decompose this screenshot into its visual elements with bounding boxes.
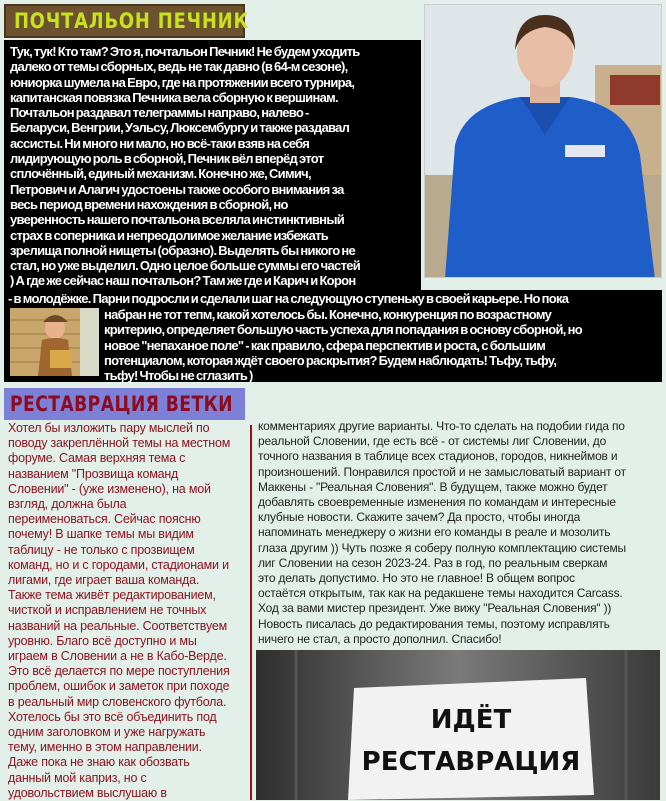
text-line: произношений. Понравился простой и не замысловатый вариант от: [258, 464, 626, 479]
text-line: Маккены - "Реальная Словения". В будущем, также можно будет: [258, 479, 608, 494]
text-line: добавлять своевременные изменения по командам и интересные: [258, 495, 616, 510]
text-line: потенциалом, которая ждёт своего раскрытия? Будем наблюдать! Тьфу, тьфу,: [104, 352, 557, 368]
text-line: Даже пока не знаю как обозвать: [8, 755, 190, 770]
sign-text-line1: ИДЁТ: [430, 705, 512, 735]
text-line: реальной Словении, где есть всё - от системы лиг Словении, до: [258, 434, 607, 449]
text-line: остаётся открытым, так как на редакшене темы находится Carcass.: [258, 586, 623, 601]
text-line: лиг Словении на сезон 2023-24. Раз в год, по реальным сверкам: [258, 555, 608, 570]
text-line: Петрович и Алагич удостоены также особого внимания за: [10, 181, 344, 197]
text-line: весь период времени нахождения в сборной, но: [10, 196, 288, 212]
text-line: ) А где же сейчас наш почтальон? Там же где и Карич и Корон: [10, 273, 356, 289]
text-line: лидирующую роль в сборной, Печник вёл вперёд этот: [10, 151, 324, 167]
text-line: играем в Словении а не в Кабо-Верде.: [8, 649, 227, 664]
text-line: Хотел бы изложить пару мыслей по: [8, 421, 210, 435]
text-line: Ход за вами мистер президент. Уже вижу "Реальная Словения" )): [258, 601, 612, 616]
text-line: страх в соперника и непреодолимое желание избежать: [10, 227, 329, 243]
text-line: - в молодёжке. Парни подросли и сделали шаг на следующую ступеньку в своей карьере. Но пока: [8, 291, 569, 306]
text-line: команд, но и с городами, стадионами и: [8, 557, 229, 572]
sign-text-line2: РЕСТАВРАЦИЯ: [361, 747, 581, 777]
text-line: Почтальон раздавал телеграммы направо, налево -: [10, 105, 309, 121]
text-line: зрелища полной нищеты (образно). Выделять бы никого не: [10, 242, 356, 258]
text-line: данный мой каприз, но с: [8, 770, 147, 785]
text-line: взгляд, должна была: [8, 497, 127, 512]
restoration-sign-photo: [256, 650, 660, 800]
text-line: удовольствием выслушаю в: [8, 785, 167, 800]
text-line: Беларуси, Венгрии, Уэльсу, Люксембургу и также раздавал: [10, 120, 350, 136]
text-line: новое "непаханое поле" - как правило, сфера перспектив и роста, с большим: [104, 337, 546, 353]
column-divider: [250, 425, 252, 800]
text-line: чисткой и исправлением не точных: [8, 603, 207, 618]
text-line: уровню. Благо всё доступно и мы: [8, 633, 197, 648]
text-line: Новость писалась до редактирования темы, поэтому исправлять: [258, 616, 610, 631]
text-line: глаза другим )) Чуть позже я соберу полную комплектацию системы: [258, 540, 626, 555]
text-line: таблицу - не только с прозвищем: [8, 542, 195, 557]
text-line: Также тема живёт редактированием,: [8, 588, 216, 603]
text-line: капитанская повязка Печника вела сборную к вершинам.: [10, 89, 338, 105]
text-line: уверенность нашего почтальона вселяла инстинктивный: [10, 212, 345, 228]
text-line: ничего не стал, а просто дополнил. Спасибо!: [258, 631, 502, 646]
restoration-text-right: [258, 419, 626, 647]
text-line: критерию, определяет большую часть успеха для попадания в основу сборной, но: [104, 322, 582, 338]
article-text-fullwidth: [8, 291, 568, 306]
text-line: набран не тот тепм, какой хотелось бы. Конечно, конкуренция по возрастному: [104, 307, 552, 322]
text-line: одним заголовком и уже нагружать: [8, 725, 206, 740]
player-photo: [424, 4, 662, 278]
text-line: ассисты. Ни много ни мало, но всё-таки взяв на себя: [10, 135, 310, 151]
text-line: сплочённый, единый механизм. Конечно же, Симич,: [10, 166, 311, 182]
section-title-postman: ПОЧТАЛЬОН ПЕЧНИК: [4, 4, 245, 38]
text-line: почему! В шапке темы мы видим: [8, 527, 194, 542]
text-line: форуме. Самая верхняя тема с: [8, 451, 186, 466]
text-line: Тук, тук! Кто там? Это я, почтальон Печник! Не будем уходить: [10, 44, 360, 59]
text-line: юниорка шумела на Евро, где на протяжении всего турнира,: [10, 74, 355, 90]
text-line: клубные новости. Скажите зачем? Да просто, чтобы иногда: [258, 510, 581, 525]
postman-cartoon-image: [10, 308, 99, 376]
text-line: тему, именно в этом направлении.: [8, 740, 202, 755]
text-line: далеко от темы сборных, ведь не так давно (в 64-м сезоне),: [10, 59, 348, 75]
text-line: тьфу! Чтобы не сглазить ): [104, 368, 253, 384]
text-line: лигами, где играет ваша команда.: [8, 573, 200, 588]
text-line: названий на реальные. Соответствуем: [8, 618, 228, 633]
text-line: проблем, ошибок и заметок при походе: [8, 679, 230, 694]
text-line: напоминать менеджеру о жизни его команды в реале и мозолить: [258, 525, 611, 540]
text-line: стал, но уже выделил. Одно целое больше суммы его частей: [10, 258, 361, 274]
restoration-text-left: [8, 421, 230, 801]
text-line: комментариях другие варианты. Что-то сделать на подобии гида по: [258, 419, 625, 433]
section-title-restoration: РЕСТАВРАЦИЯ ВЕТКИ: [4, 388, 245, 420]
article-text-top: [10, 44, 360, 289]
text-line: в реальный мир словенского футбола.: [8, 694, 227, 709]
text-line: Это всё делается по мере поступления: [8, 664, 230, 679]
text-line: поводу закреплённой темы на местном: [8, 436, 231, 451]
text-line: названием "Прозвища команд: [8, 466, 179, 481]
text-line: Словении" - (уже изменено), на мой: [8, 481, 211, 496]
text-line: переименоваться. Сейчас поясню: [8, 512, 201, 527]
article-text-bottom: [104, 307, 582, 383]
text-line: Хотелось бы это всё объединить под: [8, 709, 217, 724]
text-line: это делать допустимо. Но это не главное! В общем вопрос: [258, 571, 575, 586]
text-line: точного названия в таблице всех стадионов, городов, никнеймов и: [258, 449, 618, 464]
